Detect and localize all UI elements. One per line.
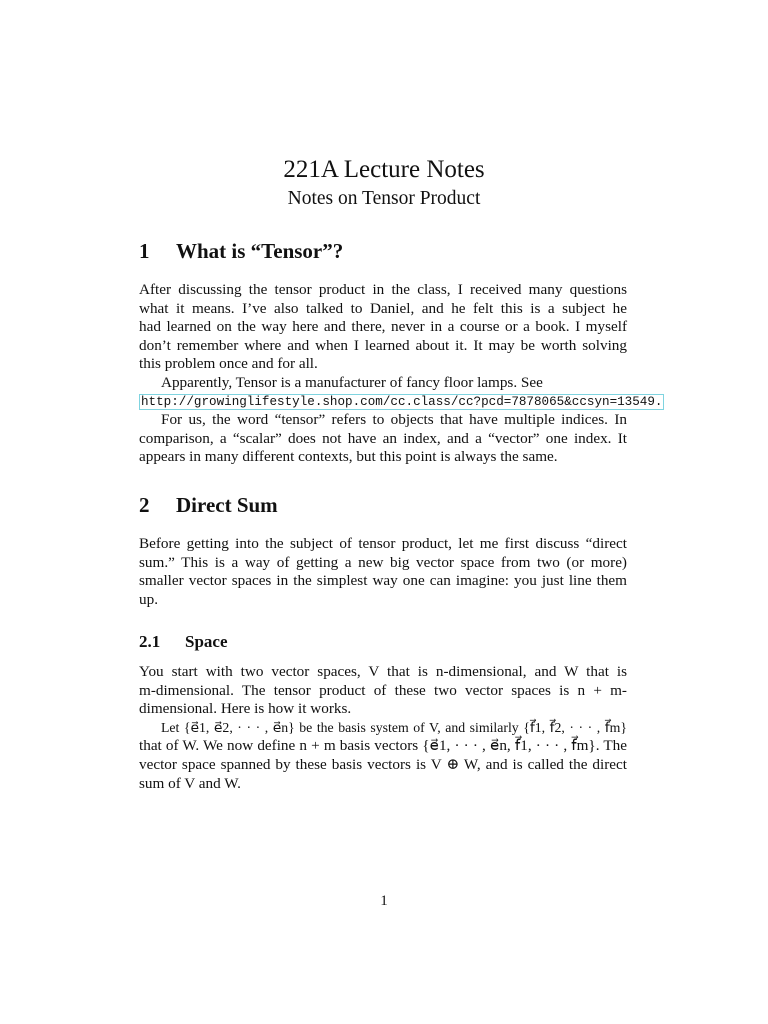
url-link[interactable]: http://growinglifestyle.shop.com/cc.class/cc?pcd=7878065&ccsyn=13549. [141, 394, 663, 409]
document-subtitle: Notes on Tensor Product [287, 188, 481, 209]
text-line: had learned on the way here and there, never in a course or a book. I myself [139, 318, 627, 336]
text-line: sum of V and W. [139, 774, 241, 792]
section-title: Space [185, 632, 228, 651]
section-1-heading [139, 239, 343, 264]
section-title: Direct Sum [176, 493, 278, 517]
text-line: dimensional. Here is how it works. [139, 700, 352, 718]
text-line: Let {e⃗1, e⃗2, · · · , e⃗n} be the basis system of V, and similarly {f⃗1, f⃗2, · · · , f⃗m} [161, 719, 627, 735]
text-line: sum.” This is a way of getting a new big vector space from two (or more) [139, 553, 627, 571]
text-line: comparison, a “scalar” does not have an index, and a “vector” one index. It [139, 429, 627, 447]
text-line: After discussing the tensor product in the class, I received many questions [139, 281, 627, 298]
text-line: this problem once and for all. [139, 355, 318, 373]
text-line: smaller vector spaces in the simplest way one can imagine: you just line them [139, 572, 627, 590]
section-number: 2 [139, 493, 150, 517]
section-number: 2.1 [139, 632, 161, 651]
section-1-body [139, 281, 663, 467]
section-title: What is “Tensor”? [176, 239, 344, 263]
document-title: 221A Lecture Notes [283, 156, 485, 183]
section-2-heading [139, 493, 278, 518]
text-line: vector space spanned by these basis vectors is V ⊕ W, and is called the direct [139, 755, 627, 773]
text-line: For us, the word “tensor” refers to objects that have multiple indices. In [161, 411, 627, 429]
subsection-2-1-body [139, 663, 627, 793]
text-line: Before getting into the subject of tensor product, let me first discuss “direct [139, 535, 627, 552]
section-number: 1 [139, 239, 150, 263]
section-2-body [139, 535, 627, 609]
text-line: Apparently, Tensor is a manufacturer of fancy floor lamps. See [161, 373, 543, 391]
text-line: up. [139, 590, 158, 608]
subsection-2-1-heading [139, 632, 228, 652]
text-line: what it means. I’ve also talked to Daniel, and he felt this is a subject he [139, 299, 627, 317]
text-line: You start with two vector spaces, V that is n-dimensional, and W that is [139, 663, 627, 680]
page-number: 1 [380, 893, 388, 909]
text-line: don’t remember where and when I learned about it. It may be worth solving [139, 336, 627, 354]
url-line [139, 393, 663, 412]
text-line: that of W. We now define n + m basis vectors {e⃗1, · · · , e⃗n, f⃗1, · · · , f⃗m}. The [139, 737, 627, 755]
text-line: appears in many different contexts, but this point is always the same. [139, 448, 558, 466]
text-line: m-dimensional. The tensor product of these two vector spaces is n + m- [139, 681, 627, 699]
